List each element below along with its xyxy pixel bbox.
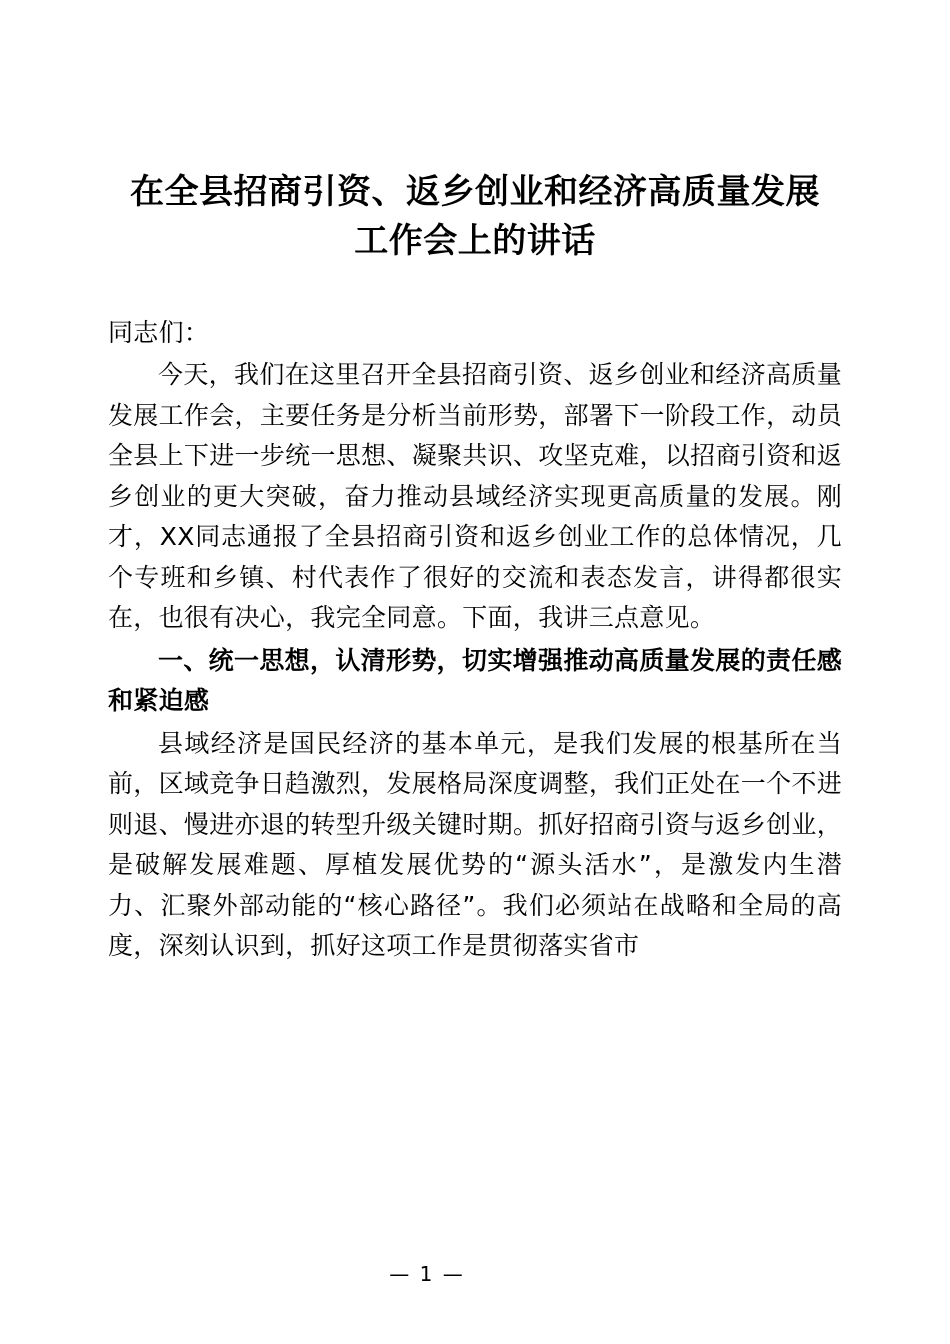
page-number: — 1 — xyxy=(389,1262,465,1286)
paragraph-intro: 今天，我们在这里召开全县招商引资、返乡创业和经济高质量发展工作会，主要任务是分析当前形势，部署下一阶段工作，动员全县上下进一步统一思想、凝聚共识、攻坚克难，以招商引资和返乡创业的更大突破，奋力推动县域经济实现更高质量的发展。刚才，XX同志通报了全县招商引资和返乡创业工作的总体情况，几个专班和乡镇、村代表作了很好的交流和表态发言，讲得都很实在，也很有决心，我完全同意。下面，我讲三点意见。 xyxy=(108,360,842,633)
paragraph-section-one: 县域经济是国民经济的基本单元，是我们发展的根基所在当前，区域竞争日趋激烈，发展格局深度调整，我们正处在一个不进则退、慢进亦退的转型升级关键时期。抓好招商引资与返乡创业，是破解发展难题、厚植发展优势的“源头活水”，是激发内生潜力、汇聚外部动能的“核心路径”。我们必须站在战略和全局的高度，深刻认识到，抓好这项工作是贯彻落实省市 xyxy=(108,728,842,961)
salutation: 同志们： xyxy=(108,317,210,347)
page-title: 在全县招商引资、返乡创业和经济高质量发展工作会上的讲话 xyxy=(130,172,820,262)
section-heading-one: 一、统一思想，认清形势，切实增强推动高质量发展的责任感和紧迫感 xyxy=(108,645,842,716)
